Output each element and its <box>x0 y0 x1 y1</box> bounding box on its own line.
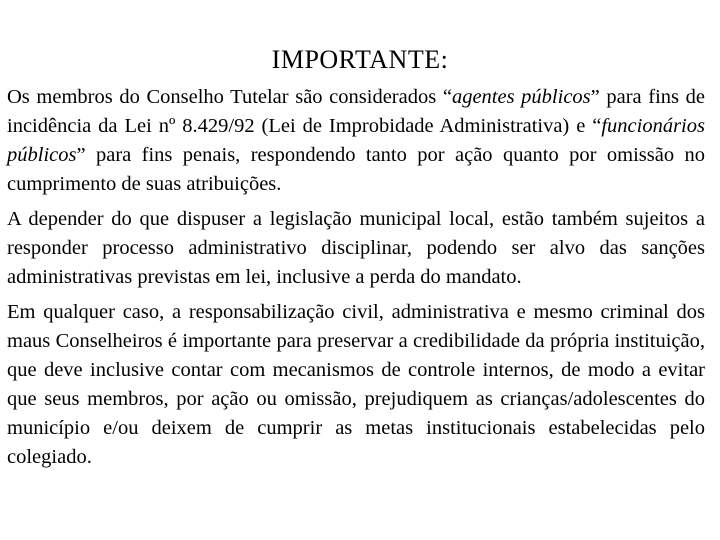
paragraph-1-text-a: Os membros do Conselho Tutelar são considerados “ <box>7 86 452 108</box>
paragraph-1-italic-a: agentes públicos <box>451 86 591 108</box>
paragraph-1-italic-b: funcionários públicos <box>7 115 705 166</box>
paragraph-1-text-c: ” para fins penais, respondendo tanto por ação quanto por omissão no cumprimento de suas atribuições. <box>7 144 705 195</box>
paragraph-public-agents <box>7 83 705 199</box>
document-body <box>7 83 705 472</box>
paragraph-1-text-b: ” para fins de incidência da Lei nº 8.429/92 (Lei de Improbidade Administrativa) e “ <box>7 86 705 137</box>
paragraph-responsibility: Em qualquer caso, a responsabilização civil, administrativa e mesmo criminal dos maus Conselheiros é importante para preservar a credibilidade da própria instituição, que deve inclusive contar com mecanismos de controle internos, de modo a evitar que seus membros, por ação ou omissão, prejudiquem as crianças/adolescentes do município e/ou deixem de cumprir as metas institucionais estabelecidas pelo colegiado. <box>7 301 705 468</box>
document-title: IMPORTANTE: <box>271 45 449 74</box>
paragraph-disciplinary-process: A depender do que dispuser a legislação municipal local, estão também sujeitos a responder processo administrativo disciplinar, podendo ser alvo das sanções administrativas previstas em lei, inclusive a perda do mandato. <box>7 208 705 288</box>
